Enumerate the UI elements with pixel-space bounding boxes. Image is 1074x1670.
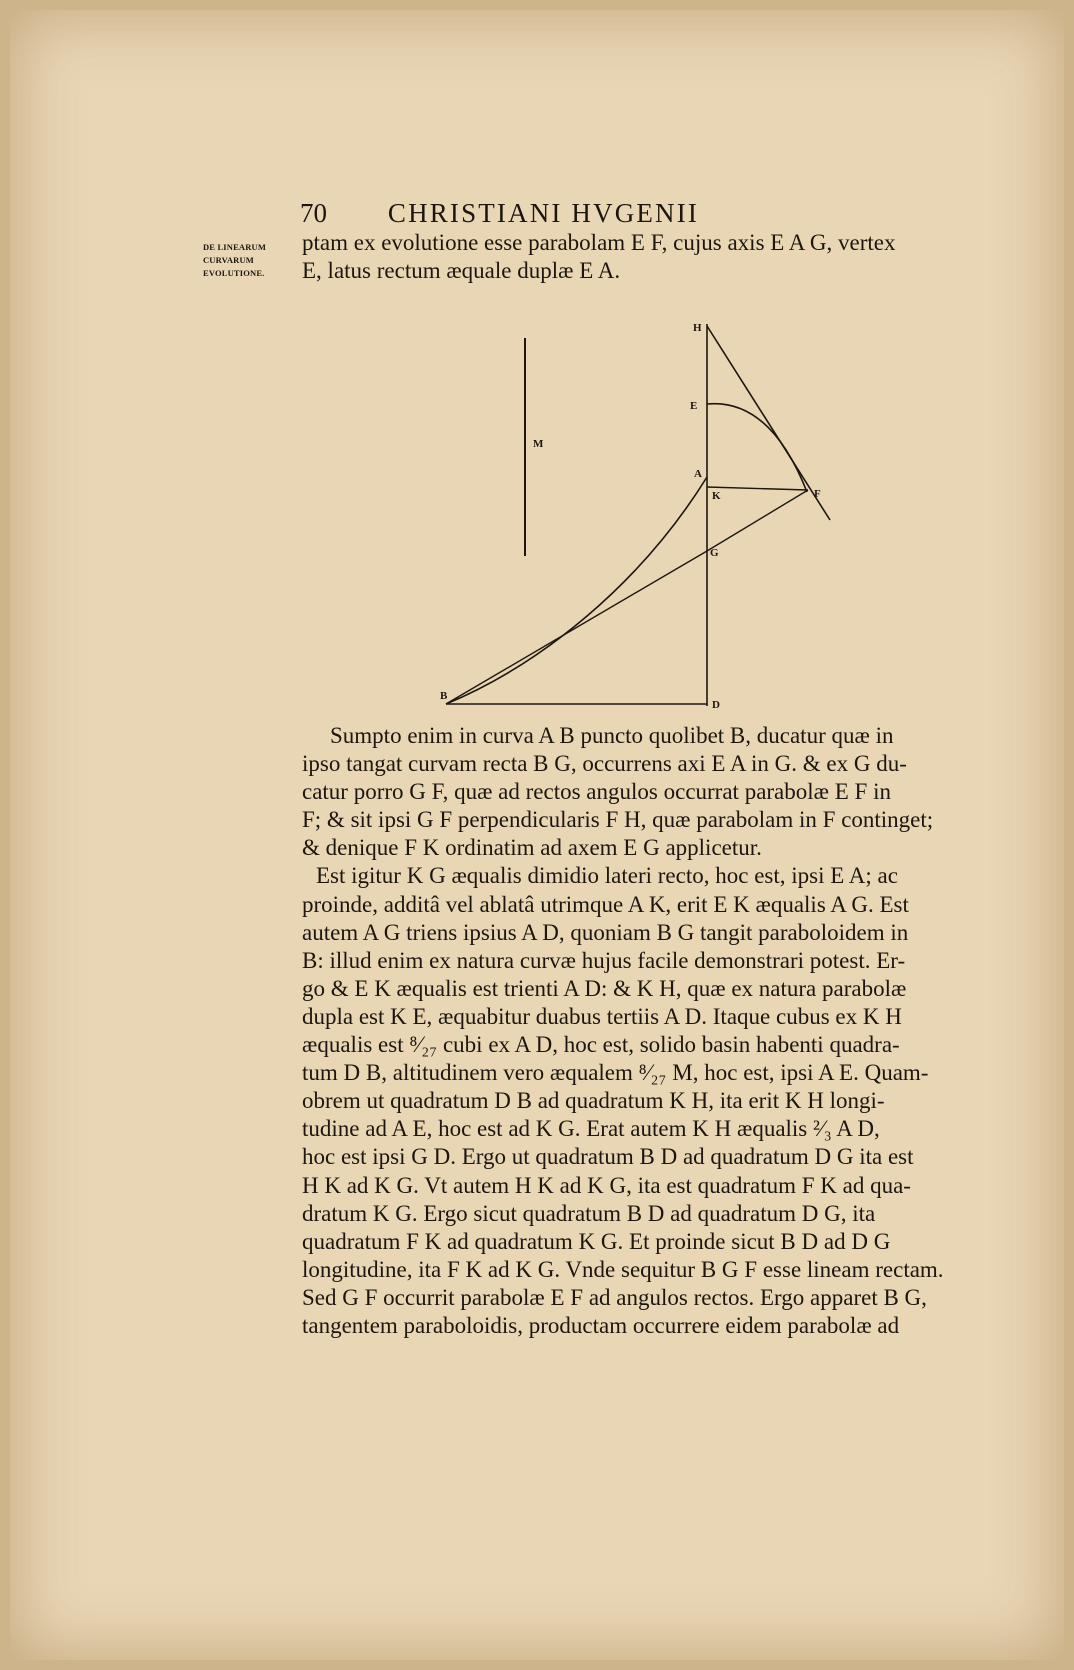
- text-line: dupla est K E, æquabitur duabus tertiis A D. Itaque cubus ex K H: [302, 1003, 902, 1029]
- label-f: F: [814, 488, 821, 500]
- text-line: hoc est ipsi G D. Ergo ut quadratum B D ad quadratum D G ita est: [302, 1144, 914, 1170]
- text-line: E, latus rectum æquale duplæ E A.: [302, 258, 621, 284]
- text-line: H K ad K G. Vt autem H K ad K G, ita est quadratum F K ad qua-: [302, 1172, 911, 1198]
- label-a: A: [694, 468, 702, 480]
- text-line: quadratum F K ad quadratum K G. Et proinde sicut B D ad D G: [302, 1228, 891, 1254]
- text-line: autem A G triens ipsius A D, quoniam B G tangit paraboloidem in: [302, 919, 909, 945]
- line-gf: [707, 490, 808, 551]
- page-number: 70: [300, 198, 327, 228]
- text-line: ptam ex evolutione esse parabolam E F, cujus axis E A G, vertex: [302, 230, 896, 255]
- text-line: go & E K æqualis est trienti A D: & K H, quæ ex natura parabolæ: [302, 975, 907, 1001]
- text-line: & denique F K ordinatim ad axem E G applicetur.: [302, 835, 762, 861]
- text-line: tum D B, altitudinem vero æqualem ⁸⁄₂₇ M, hoc est, ipsi A E. Quam-: [302, 1060, 929, 1086]
- label-e: E: [690, 400, 698, 412]
- text-line: B: illud enim ex natura curvæ hujus facile demonstrari potest. Er-: [302, 947, 906, 973]
- text-line: Est igitur K G æqualis dimidio lateri recto, hoc est, ipsi E A; ac: [316, 863, 898, 889]
- text-line: catur porro G F, quæ ad rectos angulos occurrat parabolæ E F in: [302, 779, 891, 805]
- text-line: F; & sit ipsi G F perpendicularis F H, quæ parabolam in F continget;: [302, 807, 934, 833]
- body-text: [302, 722, 952, 1340]
- label-m: M: [533, 438, 544, 450]
- curve-ab: [446, 477, 707, 704]
- text-line: longitudine, ita F K ad K G. Vnde sequitur B G F esse lineam rectam.: [302, 1256, 944, 1282]
- text-line: tudine ad A E, hoc est ad K G. Erat autem K H æqualis ²⁄₃ A D,: [302, 1116, 880, 1142]
- margin-note-line: CURVARUM: [203, 255, 254, 265]
- tangent-hf: [707, 326, 830, 520]
- margin-note-line: DE LINEARUM: [203, 242, 267, 252]
- text-line: Sed G F occurrit parabolæ E F ad angulos rectos. Ergo apparet B G,: [302, 1284, 927, 1310]
- text-line: æqualis est ⁸⁄₂₇ cubi ex A D, hoc est, solido basin habenti quadra-: [302, 1032, 900, 1058]
- text-line: ipso tangat curvam recta B G, occurrens axi E A in G. & ex G du-: [302, 751, 907, 777]
- margin-note-line: EVOLUTIONE.: [203, 268, 265, 278]
- text-line: dratum K G. Ergo sicut quadratum B D ad quadratum D G, ita: [302, 1200, 876, 1226]
- label-h: H: [693, 322, 702, 334]
- ordinate-kf: [707, 487, 808, 490]
- text-line: tangentem paraboloidis, productam occurrere eidem parabolæ ad: [302, 1312, 900, 1338]
- label-k: K: [712, 490, 721, 502]
- tangent-bg: [446, 551, 707, 704]
- text-line: obrem ut quadratum D B ad quadratum K H, ita erit K H longi-: [302, 1088, 885, 1114]
- label-b: B: [440, 690, 448, 702]
- running-title: CHRISTIANI HVGENII: [387, 198, 700, 228]
- text-line: Sumpto enim in curva A B puncto quolibet B, ducatur quæ in: [330, 723, 894, 748]
- text-line: proinde, additâ vel ablatâ utrimque A K, erit E K æqualis A G. Est: [302, 891, 909, 917]
- label-g: G: [710, 547, 719, 559]
- label-d: D: [712, 699, 720, 711]
- parabola-ef: [707, 404, 807, 492]
